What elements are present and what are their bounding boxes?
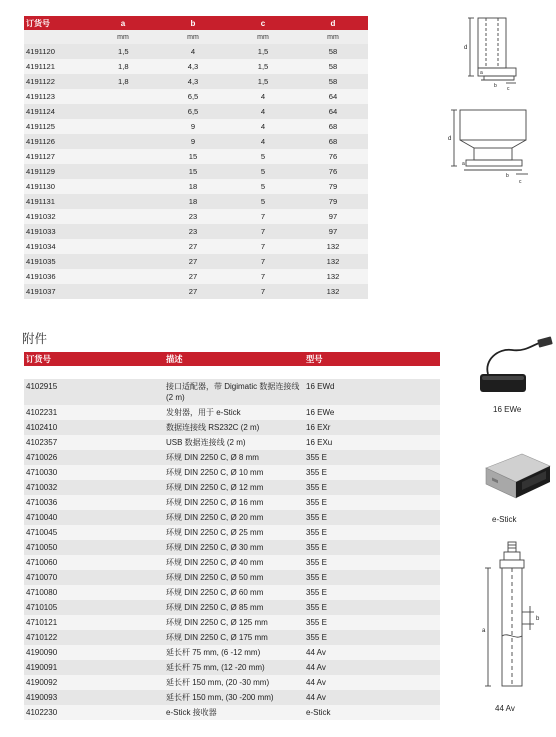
table-row [24, 194, 368, 209]
rod-label-a: a [482, 628, 486, 634]
table-cell-a [88, 179, 158, 194]
table-cell-desc: 环规 DIN 2250 C, Ø 25 mm [164, 525, 304, 540]
table-cell-desc: USB 数据连接线 (2 m) [164, 435, 304, 450]
table-cell-order: 4710122 [24, 630, 164, 645]
table-row [24, 495, 440, 510]
header-d: d [298, 16, 368, 30]
table-cell-order: 4191126 [24, 134, 88, 149]
table-row [24, 615, 440, 630]
table-cell-c: 4 [228, 89, 298, 104]
table-cell-type: 355 E [304, 465, 440, 480]
table-cell-type: 355 E [304, 570, 440, 585]
table-row [24, 630, 440, 645]
unit-cell [24, 30, 88, 44]
table-row [24, 675, 440, 690]
e-stick-image [476, 446, 556, 512]
dimension-table-header [24, 16, 368, 30]
table-row [24, 119, 368, 134]
table-cell-b: 27 [158, 254, 228, 269]
table-cell-type: e-Stick [304, 705, 440, 720]
table-row [24, 379, 440, 405]
table-cell-a [88, 119, 158, 134]
table-cell-order: 4710045 [24, 525, 164, 540]
header-order-no: 订货号 [24, 352, 164, 366]
table-row [24, 104, 368, 119]
table-row [24, 224, 368, 239]
drawing2-label-b: b [506, 173, 509, 179]
table-cell-order: 4710121 [24, 615, 164, 630]
table-cell-type: 355 E [304, 480, 440, 495]
table-cell-order: 4191127 [24, 149, 88, 164]
table-row [24, 570, 440, 585]
table-cell-type: 44 Av [304, 675, 440, 690]
table-cell-order: 4710080 [24, 585, 164, 600]
table-cell-order: 4191033 [24, 224, 88, 239]
table-cell-order: 4190090 [24, 645, 164, 660]
table-cell-c: 4 [228, 134, 298, 149]
table-row [24, 540, 440, 555]
table-cell-c: 5 [228, 194, 298, 209]
table-cell-order: 4191121 [24, 59, 88, 74]
table-cell-d: 132 [298, 269, 368, 284]
table-cell-d: 97 [298, 224, 368, 239]
table-row [24, 660, 440, 675]
unit-cell: mm [228, 30, 298, 44]
table-row [24, 44, 368, 59]
table-cell-c: 4 [228, 119, 298, 134]
table-row [24, 134, 368, 149]
table-cell-type: 44 Av [304, 645, 440, 660]
table-cell-a [88, 104, 158, 119]
table-cell-c: 7 [228, 284, 298, 299]
table-cell-order: 4190093 [24, 690, 164, 705]
table-cell-desc: 发射器，用于 e-Stick [164, 405, 304, 420]
table-cell-order: 4191122 [24, 74, 88, 89]
table-cell-desc: 延长杆 75 mm, (6 -12 mm) [164, 645, 304, 660]
table-cell-d: 58 [298, 44, 368, 59]
table-row [24, 705, 440, 720]
table-cell-order: 4102410 [24, 420, 164, 435]
table-cell-c: 1,5 [228, 44, 298, 59]
table-cell-desc: 环规 DIN 2250 C, Ø 20 mm [164, 510, 304, 525]
table-cell-order: 4191124 [24, 104, 88, 119]
dimension-table-body [24, 44, 368, 299]
table-row [24, 690, 440, 705]
table-cell-b: 9 [158, 119, 228, 134]
header-b: b [158, 16, 228, 30]
interface-adapter-image [476, 330, 556, 400]
unit-cell: mm [298, 30, 368, 44]
accessories-table [24, 352, 440, 720]
header-description: 描述 [164, 352, 304, 366]
table-cell-order: 4710105 [24, 600, 164, 615]
table-row [24, 74, 368, 89]
table-cell-c: 1,5 [228, 74, 298, 89]
table-cell-order: 4710040 [24, 510, 164, 525]
table-cell-c: 1,5 [228, 59, 298, 74]
table-cell-b: 23 [158, 224, 228, 239]
drawing2-label-d: d [448, 136, 452, 142]
table-cell-type: 16 EXu [304, 435, 440, 450]
table-cell-b: 18 [158, 179, 228, 194]
ring-drawing-large [446, 104, 538, 186]
table-cell-c: 7 [228, 254, 298, 269]
unit-cell: mm [88, 30, 158, 44]
table-cell-c: 5 [228, 179, 298, 194]
table-cell-a [88, 224, 158, 239]
table-cell-desc: 环规 DIN 2250 C, Ø 60 mm [164, 585, 304, 600]
table-cell-order: 4191129 [24, 164, 88, 179]
table-cell-d: 97 [298, 209, 368, 224]
table-cell-b: 15 [158, 149, 228, 164]
table-cell-c: 5 [228, 164, 298, 179]
table-cell-type: 16 EWe [304, 405, 440, 420]
table-row [24, 450, 440, 465]
table-cell-desc: 环规 DIN 2250 C, Ø 85 mm [164, 600, 304, 615]
caption-e-stick: e-Stick [492, 515, 517, 524]
table-row [24, 600, 440, 615]
table-cell-desc: 环规 DIN 2250 C, Ø 12 mm [164, 480, 304, 495]
table-cell-d: 76 [298, 164, 368, 179]
header-c: c [228, 16, 298, 30]
table-cell-a [88, 134, 158, 149]
table-cell-b: 15 [158, 164, 228, 179]
table-cell-desc: 环规 DIN 2250 C, Ø 16 mm [164, 495, 304, 510]
table-cell-b: 9 [158, 134, 228, 149]
table-cell-order: 4190092 [24, 675, 164, 690]
table-row [24, 420, 440, 435]
table-row [24, 179, 368, 194]
table-cell-type: 16 EXr [304, 420, 440, 435]
units-row [24, 30, 368, 44]
table-cell-desc: 环规 DIN 2250 C, Ø 50 mm [164, 570, 304, 585]
table-row [24, 465, 440, 480]
table-cell-order: 4191120 [24, 44, 88, 59]
table-cell-d: 58 [298, 59, 368, 74]
table-cell-c: 7 [228, 224, 298, 239]
table-cell-desc: 接口适配器，带 Digimatic 数据连接线 (2 m) [164, 379, 304, 405]
table-row [24, 209, 368, 224]
ring-drawing-small [448, 14, 528, 94]
table-cell-order: 4102231 [24, 405, 164, 420]
table-cell-order: 4191131 [24, 194, 88, 209]
table-cell-d: 64 [298, 104, 368, 119]
table-cell-c: 4 [228, 104, 298, 119]
drawing1-label-d: d [464, 45, 468, 51]
table-row [24, 59, 368, 74]
table-row [24, 239, 368, 254]
table-cell-type: 355 E [304, 630, 440, 645]
table-row [24, 254, 368, 269]
table-row [24, 405, 440, 420]
drawing1-label-c: c [507, 86, 510, 92]
table-cell-order: 4102915 [24, 379, 164, 405]
table-cell-desc: 延长杆 75 mm, (12 -20 mm) [164, 660, 304, 675]
table-cell-b: 27 [158, 284, 228, 299]
table-cell-order: 4191036 [24, 269, 88, 284]
table-cell-desc: e-Stick 接收器 [164, 705, 304, 720]
table-cell-d: 76 [298, 149, 368, 164]
header-a: a [88, 16, 158, 30]
table-cell-type: 355 E [304, 450, 440, 465]
table-cell-type: 355 E [304, 540, 440, 555]
table-cell-a: 1,8 [88, 59, 158, 74]
table-cell-order: 4102230 [24, 705, 164, 720]
table-cell-type: 355 E [304, 585, 440, 600]
table-cell-type: 355 E [304, 615, 440, 630]
table-cell-order: 4710050 [24, 540, 164, 555]
table-cell-order: 4191130 [24, 179, 88, 194]
table-cell-type: 16 EWd [304, 379, 440, 405]
table-cell-desc: 环规 DIN 2250 C, Ø 8 mm [164, 450, 304, 465]
table-cell-d: 79 [298, 179, 368, 194]
drawing1-label-b: b [494, 83, 497, 89]
accessories-table-header [24, 352, 440, 366]
table-cell-order: 4710036 [24, 495, 164, 510]
table-row [24, 525, 440, 540]
rod-label-b: b [536, 616, 540, 622]
table-cell-d: 58 [298, 74, 368, 89]
table-cell-type: 355 E [304, 510, 440, 525]
header-model: 型号 [304, 352, 440, 366]
table-row [24, 480, 440, 495]
table-cell-order: 4102357 [24, 435, 164, 450]
table-cell-c: 5 [228, 149, 298, 164]
table-cell-a [88, 209, 158, 224]
table-cell-d: 132 [298, 284, 368, 299]
accessories-title: 附件 [22, 332, 48, 346]
table-cell-d: 68 [298, 119, 368, 134]
table-cell-type: 44 Av [304, 690, 440, 705]
header-order-no: 订货号 [24, 16, 88, 30]
table-cell-a [88, 89, 158, 104]
table-cell-b: 4,3 [158, 59, 228, 74]
table-cell-desc: 环规 DIN 2250 C, Ø 125 mm [164, 615, 304, 630]
table-cell-order: 4191037 [24, 284, 88, 299]
table-cell-order: 4191032 [24, 209, 88, 224]
table-cell-order: 4191125 [24, 119, 88, 134]
table-cell-d: 132 [298, 239, 368, 254]
table-cell-d: 64 [298, 89, 368, 104]
drawing1-label-a: a [480, 70, 483, 76]
table-cell-desc: 环规 DIN 2250 C, Ø 30 mm [164, 540, 304, 555]
table-cell-type: 355 E [304, 600, 440, 615]
table-cell-desc: 环规 DIN 2250 C, Ø 175 mm [164, 630, 304, 645]
table-cell-c: 7 [228, 269, 298, 284]
table-cell-order: 4190091 [24, 660, 164, 675]
drawing2-label-a: a [462, 161, 465, 167]
table-cell-b: 23 [158, 209, 228, 224]
table-cell-d: 132 [298, 254, 368, 269]
table-row [24, 510, 440, 525]
table-cell-desc: 延长杆 150 mm, (20 -30 mm) [164, 675, 304, 690]
table-cell-b: 4 [158, 44, 228, 59]
table-cell-a [88, 194, 158, 209]
table-cell-b: 27 [158, 239, 228, 254]
caption-16-ewe: 16 EWe [493, 405, 522, 414]
table-cell-c: 7 [228, 239, 298, 254]
table-cell-a [88, 239, 158, 254]
table-row [24, 284, 368, 299]
table-cell-desc: 数据连接线 RS232C (2 m) [164, 420, 304, 435]
table-cell-c: 7 [228, 209, 298, 224]
table-cell-d: 68 [298, 134, 368, 149]
table-cell-order: 4710032 [24, 480, 164, 495]
blank-row [24, 366, 440, 379]
table-row [24, 555, 440, 570]
dimension-table [24, 16, 368, 299]
table-row [24, 645, 440, 660]
table-cell-order: 4710026 [24, 450, 164, 465]
table-row [24, 164, 368, 179]
table-cell-a [88, 149, 158, 164]
drawing2-label-c: c [519, 179, 522, 185]
caption-44-av: 44 Av [495, 704, 515, 713]
table-cell-desc: 环规 DIN 2250 C, Ø 10 mm [164, 465, 304, 480]
table-cell-desc: 延长杆 150 mm, (30 -200 mm) [164, 690, 304, 705]
table-cell-order: 4710070 [24, 570, 164, 585]
table-cell-desc: 环规 DIN 2250 C, Ø 40 mm [164, 555, 304, 570]
table-cell-order: 4710030 [24, 465, 164, 480]
table-row [24, 585, 440, 600]
table-cell-b: 6,5 [158, 89, 228, 104]
table-row [24, 149, 368, 164]
table-cell-a [88, 269, 158, 284]
unit-cell: mm [158, 30, 228, 44]
table-row [24, 89, 368, 104]
table-cell-order: 4191123 [24, 89, 88, 104]
table-cell-b: 6,5 [158, 104, 228, 119]
table-cell-b: 4,3 [158, 74, 228, 89]
accessories-table-body [24, 379, 440, 720]
table-cell-type: 44 Av [304, 660, 440, 675]
table-cell-type: 355 E [304, 555, 440, 570]
table-row [24, 269, 368, 284]
extension-rod-drawing [470, 540, 556, 700]
table-cell-type: 355 E [304, 525, 440, 540]
table-row [24, 435, 440, 450]
table-cell-a: 1,8 [88, 74, 158, 89]
table-cell-order: 4191035 [24, 254, 88, 269]
table-cell-a: 1,5 [88, 44, 158, 59]
table-cell-b: 18 [158, 194, 228, 209]
table-cell-order: 4710060 [24, 555, 164, 570]
table-cell-a [88, 164, 158, 179]
table-cell-type: 355 E [304, 495, 440, 510]
table-cell-b: 27 [158, 269, 228, 284]
table-cell-a [88, 254, 158, 269]
table-cell-order: 4191034 [24, 239, 88, 254]
table-cell-d: 79 [298, 194, 368, 209]
table-cell-a [88, 284, 158, 299]
